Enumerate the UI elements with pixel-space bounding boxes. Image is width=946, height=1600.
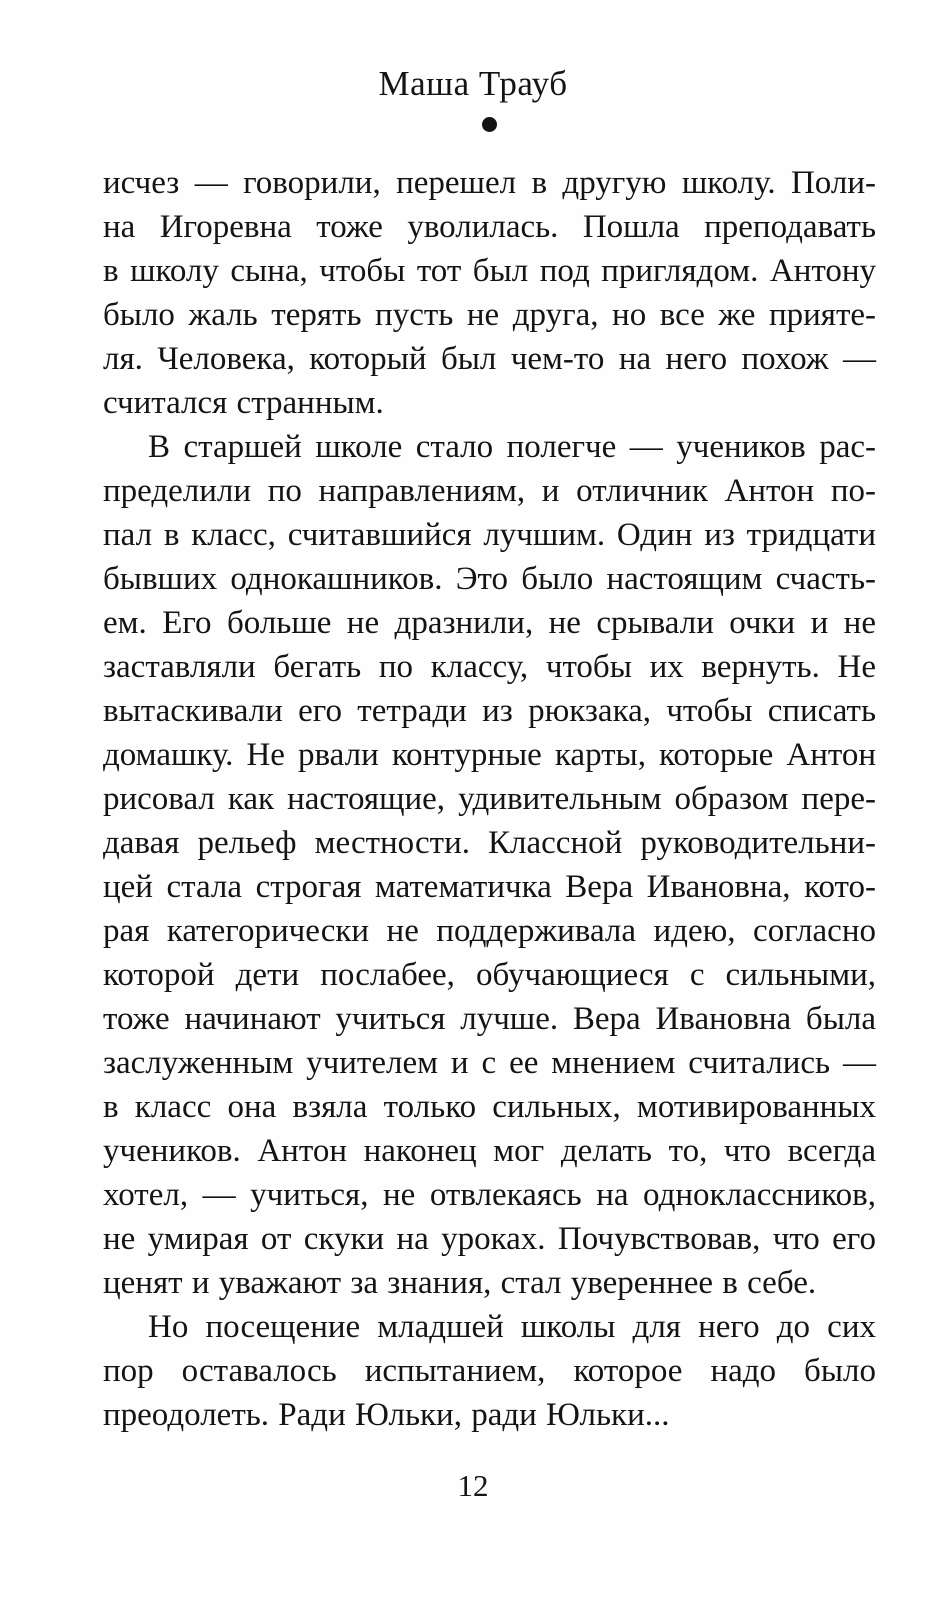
- text-line: тоже начинают учиться лучше. Вера Ивановна была: [103, 1001, 876, 1037]
- text-line: в школу сына, чтобы тот был под приглядом. Антону: [103, 253, 876, 289]
- text-line: ценят и уважают за знания, стал увереннее в себе.: [103, 1265, 817, 1301]
- text-line: давая рельеф местности. Классной руководительни-: [103, 825, 876, 861]
- paragraph: [103, 1305, 876, 1437]
- text-line: которой дети послабее, обучающиеся с сильными,: [103, 957, 876, 993]
- paragraph: [103, 425, 876, 1305]
- body-text: [103, 161, 876, 1437]
- text-line: ем. Его больше не дразнили, не срывали очки и не: [103, 605, 876, 641]
- text-line: пор оставалось испытанием, которое надо было: [103, 1353, 876, 1389]
- text-line: считался странным.: [103, 385, 384, 421]
- text-line: В старшей школе стало полегче — учеников рас-: [148, 429, 876, 465]
- text-line: было жаль терять пусть не друга, но все же прияте-: [103, 297, 876, 333]
- text-line: бывших однокашников. Это было настоящим счасть-: [103, 561, 876, 597]
- running-head-author: Маша Трауб: [378, 64, 568, 103]
- page-number: 12: [457, 1468, 489, 1503]
- text-line: пределили по направлениям, и отличник Антон по-: [103, 473, 876, 509]
- text-line: пал в класс, считавшийся лучшим. Один из тридцати: [103, 517, 876, 553]
- paragraph: [103, 161, 876, 425]
- text-line: на Игоревна тоже уволилась. Пошла преподавать: [103, 209, 876, 245]
- text-line: в класс она взяла только сильных, мотивированных: [103, 1089, 876, 1125]
- text-line: домашку. Не рвали контурные карты, которые Антон: [103, 737, 876, 773]
- text-line: вытаскивали его тетради из рюкзака, чтобы списать: [103, 693, 876, 729]
- text-line: не умирая от скуки на уроках. Почувствовав, что его: [103, 1221, 876, 1257]
- text-line: учеников. Антон наконец мог делать то, что всегда: [103, 1133, 876, 1169]
- text-line: заслуженным учителем и с ее мнением считались —: [103, 1045, 876, 1081]
- text-line: цей стала строгая математичка Вера Ивановна, кото-: [103, 869, 876, 905]
- text-line: Но посещение младшей школы для него до сих: [148, 1309, 876, 1345]
- text-line: заставляли бегать по классу, чтобы их вернуть. Не: [103, 649, 876, 685]
- text-line: преодолеть. Ради Юльки, ради Юльки...: [103, 1397, 670, 1433]
- text-line: рая категорически не поддерживала идею, согласно: [103, 913, 876, 949]
- text-line: ля. Человека, который был чем-то на него похож —: [103, 341, 876, 377]
- text-line: хотел, — учиться, не отвлекаясь на одноклассников,: [103, 1177, 876, 1213]
- text-line: рисовал как настоящие, удивительным образом пере-: [103, 781, 876, 817]
- text-line: исчез — говорили, перешел в другую школу. Поли-: [103, 165, 876, 201]
- header-bullet-icon: [482, 117, 497, 132]
